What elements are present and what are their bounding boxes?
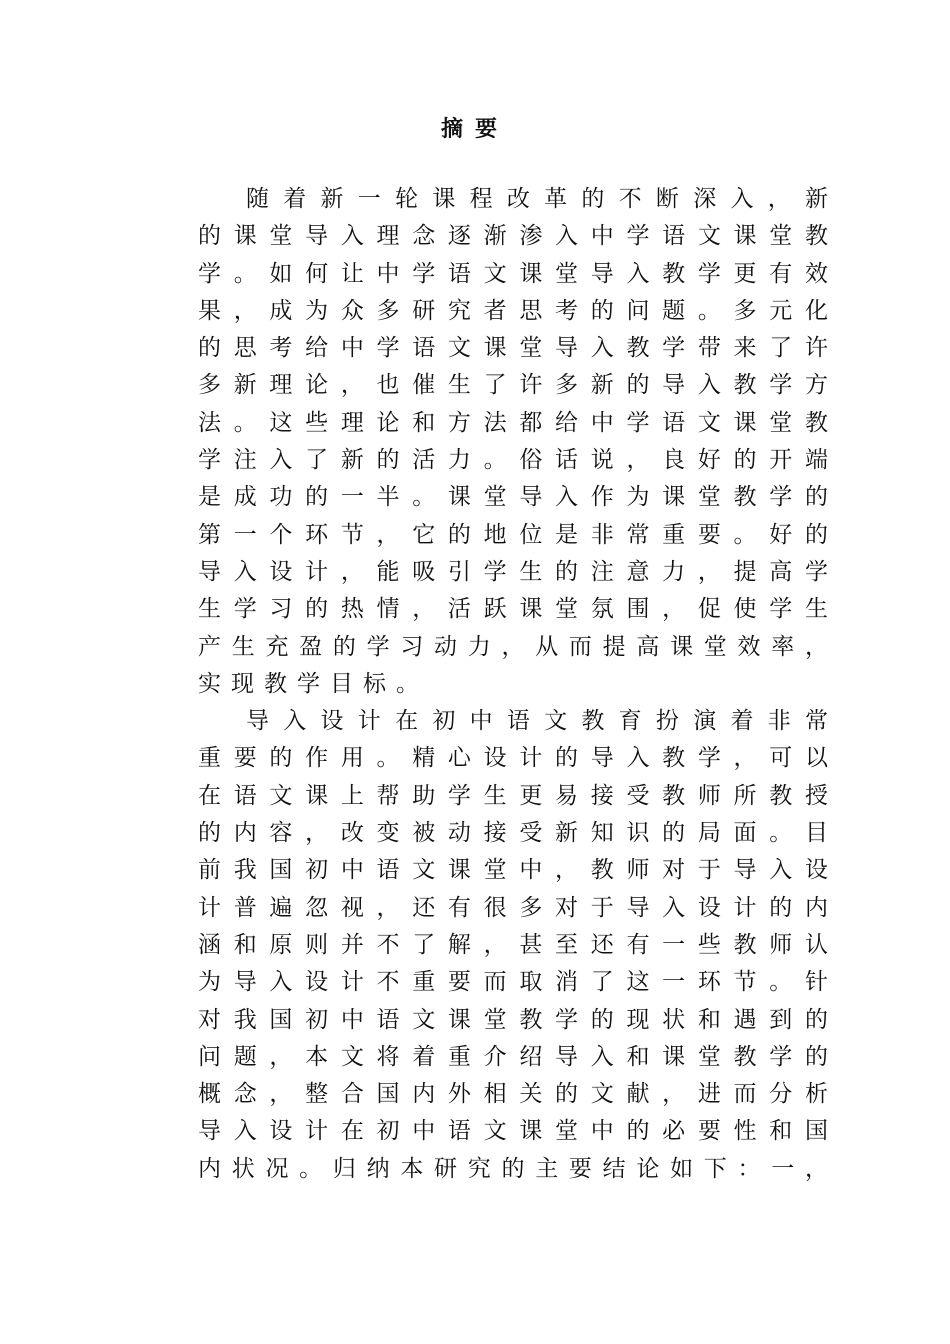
text-line: 实 现 教 学 目 标 。: [198, 670, 429, 697]
text-line: 随 着 新 一 轮 课 程 改 革 的 不 断 深 入 ， 新: [246, 186, 828, 212]
text-line: 学 。 如 何 让 中 学 语 文 课 堂 导 入 教 学 更 有 效: [198, 260, 828, 287]
text-line: 导 入 设 计 ， 能 吸 引 学 生 的 注 意 力 ， 提 高 学: [198, 558, 828, 585]
text-line: 果 ， 成 为 众 多 研 究 者 思 考 的 问 题 。 多 元 化: [198, 297, 828, 324]
text-line: 的 内 容 ， 改 变 被 动 接 受 新 知 识 的 局 面 。 目: [198, 820, 828, 847]
text-line: 计 普 遍 忽 视 ， 还 有 很 多 对 于 导 入 设 计 的 内: [198, 894, 828, 921]
text-line: 前 我 国 初 中 语 文 课 堂 中 ， 教 师 对 于 导 入 设: [198, 857, 828, 884]
text-line: 对 我 国 初 中 语 文 课 堂 教 学 的 现 状 和 遇 到 的: [198, 1006, 828, 1033]
text-line: 导 入 设 计 在 初 中 语 文 课 堂 中 的 必 要 性 和 国: [198, 1118, 828, 1145]
text-line: 为 导 入 设 计 不 重 要 而 取 消 了 这 一 环 节 。 针: [198, 969, 828, 996]
text-line: 导 入 设 计 在 初 中 语 文 教 育 扮 演 着 非 常: [246, 708, 828, 735]
abstract-body: [198, 181, 828, 1188]
text-line: 多 新 理 论 ， 也 催 生 了 许 多 新 的 导 入 教 学 方: [198, 372, 828, 399]
text-line: 概 念 ， 整 合 国 内 外 相 关 的 文 献 ， 进 而 分 析: [198, 1081, 828, 1108]
text-line: 重 要 的 作 用 。 精 心 设 计 的 导 入 教 学 ， 可 以: [198, 745, 828, 772]
text-line: 法 。 这 些 理 论 和 方 法 都 给 中 学 语 文 课 堂 教: [198, 409, 828, 436]
text-line: 是 成 功 的 一 半 。 课 堂 导 入 作 为 课 堂 教 学 的: [198, 484, 828, 511]
page-title: 摘要: [440, 116, 509, 142]
text-line: 学 注 入 了 新 的 活 力 。 俗 话 说 ， 良 好 的 开 端: [198, 447, 828, 474]
text-line: 产 生 充 盈 的 学 习 动 力 ， 从 而 提 高 课 堂 效 率 ，: [198, 633, 828, 660]
text-line: 第 一 个 环 节 ， 它 的 地 位 是 非 常 重 要 。 好 的: [198, 521, 828, 548]
text-line: 问 题 ， 本 文 将 着 重 介 绍 导 入 和 课 堂 教 学 的: [198, 1043, 828, 1070]
text-line: 的 课 堂 导 入 理 念 逐 渐 渗 入 中 学 语 文 课 堂 教: [198, 223, 828, 250]
text-line: 的 思 考 给 中 学 语 文 课 堂 导 入 教 学 带 来 了 许: [198, 335, 828, 362]
text-line: 在 语 文 课 上 帮 助 学 生 更 易 接 受 教 师 所 教 授: [198, 782, 828, 809]
text-line: 涵 和 原 则 并 不 了 解 ， 甚 至 还 有 一 些 教 师 认: [198, 931, 828, 958]
text-line: 内 状 况 。 归 纳 本 研 究 的 主 要 结 论 如 下 ： 一 ，: [198, 1155, 828, 1182]
text-line: 生 学 习 的 热 情 ， 活 跃 课 堂 氛 围 ， 促 使 学 生: [198, 596, 828, 623]
